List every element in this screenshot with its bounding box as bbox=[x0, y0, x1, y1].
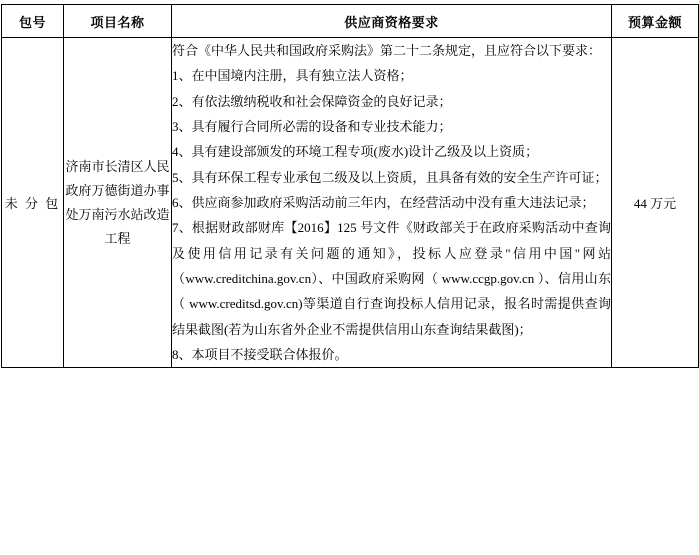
table-header-row bbox=[2, 5, 699, 38]
requirement-item: 8、本项目不接受联合体报价。 bbox=[172, 347, 348, 363]
requirement-item: 3、具有履行合同所必需的设备和专业技术能力； bbox=[172, 119, 452, 135]
requirement-item: 符合《中华人民共和国政府采购法》第二十二条规定，且应符合以下要求： bbox=[172, 43, 602, 58]
requirements-list bbox=[172, 38, 611, 367]
cell-budget-amount: 44 万元 bbox=[612, 38, 699, 368]
column-header-budget-amount: 预算金额 bbox=[612, 5, 699, 38]
requirement-item: 1、在中国境内注册，具有独立法人资格； bbox=[172, 68, 413, 84]
requirement-item: 7、根据财政部财库【2016】125 号文件《财政部关于在政府采购活动中查询及使用信用记录有关问题的通知》，投标人应登录"信用中国"网站（www.creditchina.gov.cn）、中国政府采购网（ www.ccgp.gov.cn ）、信用山东（ www.creditsd.gov.cn)等渠道自行查询投标人信用记录，报名时需提供查询结果截图(若为山东省外企业不需提供信用山东查询结果截图)； bbox=[172, 220, 611, 337]
cell-package-number: 未 分 包 bbox=[2, 38, 64, 368]
requirement-item: 4、具有建设部颁发的环境工程专项(废水)设计乙级及以上资质； bbox=[172, 144, 539, 160]
requirement-item: 5、具有环保工程专业承包二级及以上资质，且具备有效的安全生产许可证； bbox=[172, 169, 608, 185]
requirement-item: 6、供应商参加政府采购活动前三年内，在经营活动中没有重大违法记录； bbox=[172, 195, 595, 211]
cell-project-name: 济南市长清区人民政府万德街道办事处万南污水站改造工程 bbox=[64, 38, 172, 368]
cell-supplier-qualification bbox=[172, 38, 612, 368]
requirement-item: 2、有依法缴纳税收和社会保障资金的良好记录； bbox=[172, 93, 452, 109]
table-row bbox=[2, 38, 699, 368]
bid-requirements-table bbox=[1, 4, 699, 368]
column-header-supplier-qualification: 供应商资格要求 bbox=[172, 5, 612, 38]
column-header-project-name: 项目名称 bbox=[64, 5, 172, 38]
column-header-package-number: 包号 bbox=[2, 5, 64, 38]
